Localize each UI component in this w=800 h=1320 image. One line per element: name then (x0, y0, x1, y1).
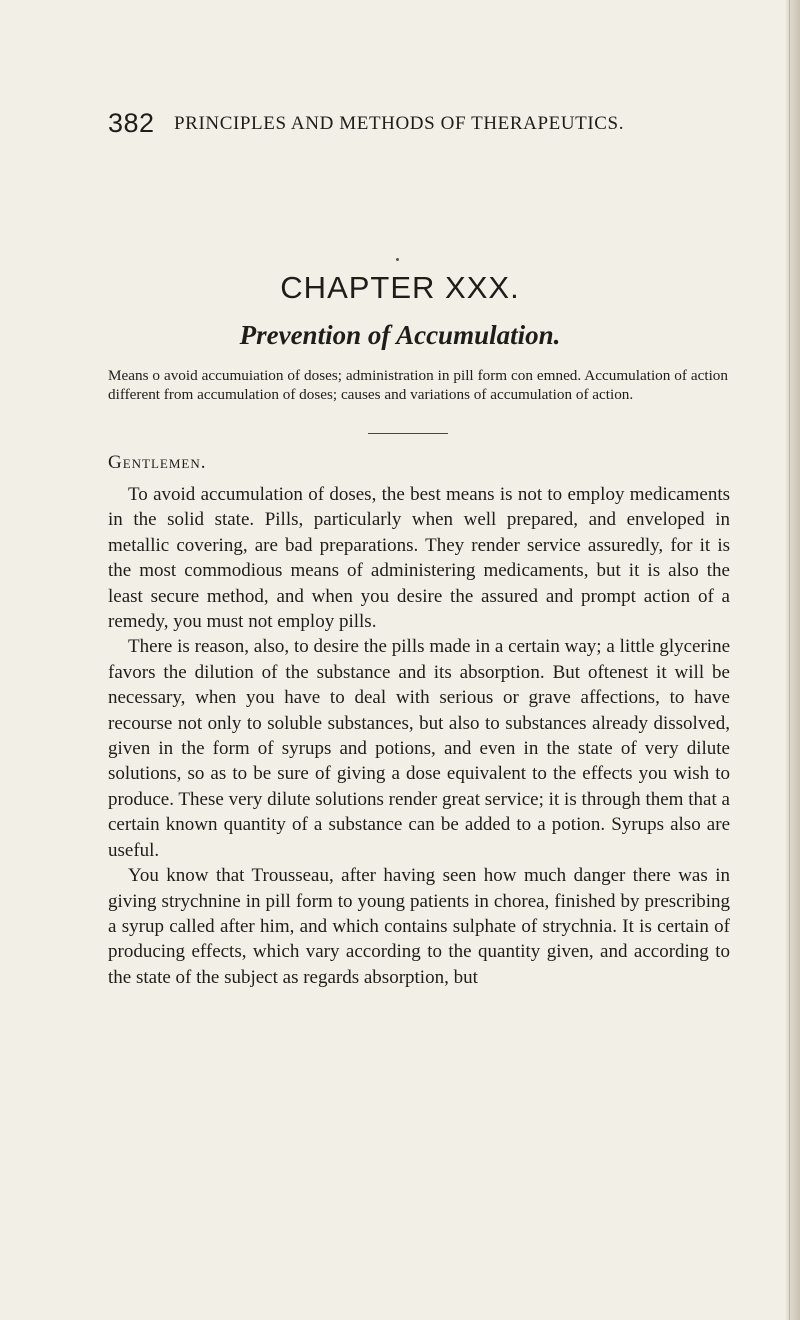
summary-text: Means o avoid accumuiation of doses; administration in pill form con emned. Accumulation of action different from accumulation of doses; causes and variations of accumulation of action. (108, 367, 728, 403)
running-head (108, 108, 728, 138)
chapter-summary (108, 366, 728, 404)
paragraph: You know that Trousseau, after having seen how much danger there was in giving strychnine in pill form to young patients in chorea, finished by prescribing a syrup called after him, and which contains sulphate of strychnia. It is certain of producing effects, which vary according to the quantity given, and according to the state of the subject as regards absorption, but (108, 865, 730, 988)
paragraph: There is reason, also, to desire the pills made in a certain way; a little glycerine favors the dilution of the substance and its absorption. But oftenest it will be necessary, when you have to deal with serious or grave affections, to have recourse not only to soluble substances, but also to substances already dissolved, given in the form of syrups and potions, and even in the state of very dilute solutions, so as to be sure of giving a dose equivalent to the effects you wish to produce. These very dilute solutions render great service; it is through them that a certain known quantity of a substance can be added to a potion. Syrups also are useful. (108, 636, 730, 861)
print-speck (396, 258, 399, 261)
section-divider (368, 433, 448, 434)
page-edge-shadow (789, 0, 790, 1320)
salutation: Gentlemen. (108, 452, 207, 473)
paragraph: To avoid accumulation of doses, the best means is not to employ medicaments in the solid state. Pills, particularly when well prepared, and enveloped in metallic covering, are bad preparations. They render service assuredly, for it is the most commodious means of administering medicaments, but it is also the least secure method, and when you desire the assured and prompt action of a remedy, you must not employ pills. (108, 484, 730, 633)
running-title: PRINCIPLES AND METHODS OF THERAPEUTICS. (174, 113, 625, 134)
chapter-subtitle: Prevention of Accumulation. (239, 320, 561, 350)
chapter-title: CHAPTER XXX. (280, 270, 520, 305)
page-number: 382 (108, 108, 155, 138)
body-text (108, 482, 730, 990)
